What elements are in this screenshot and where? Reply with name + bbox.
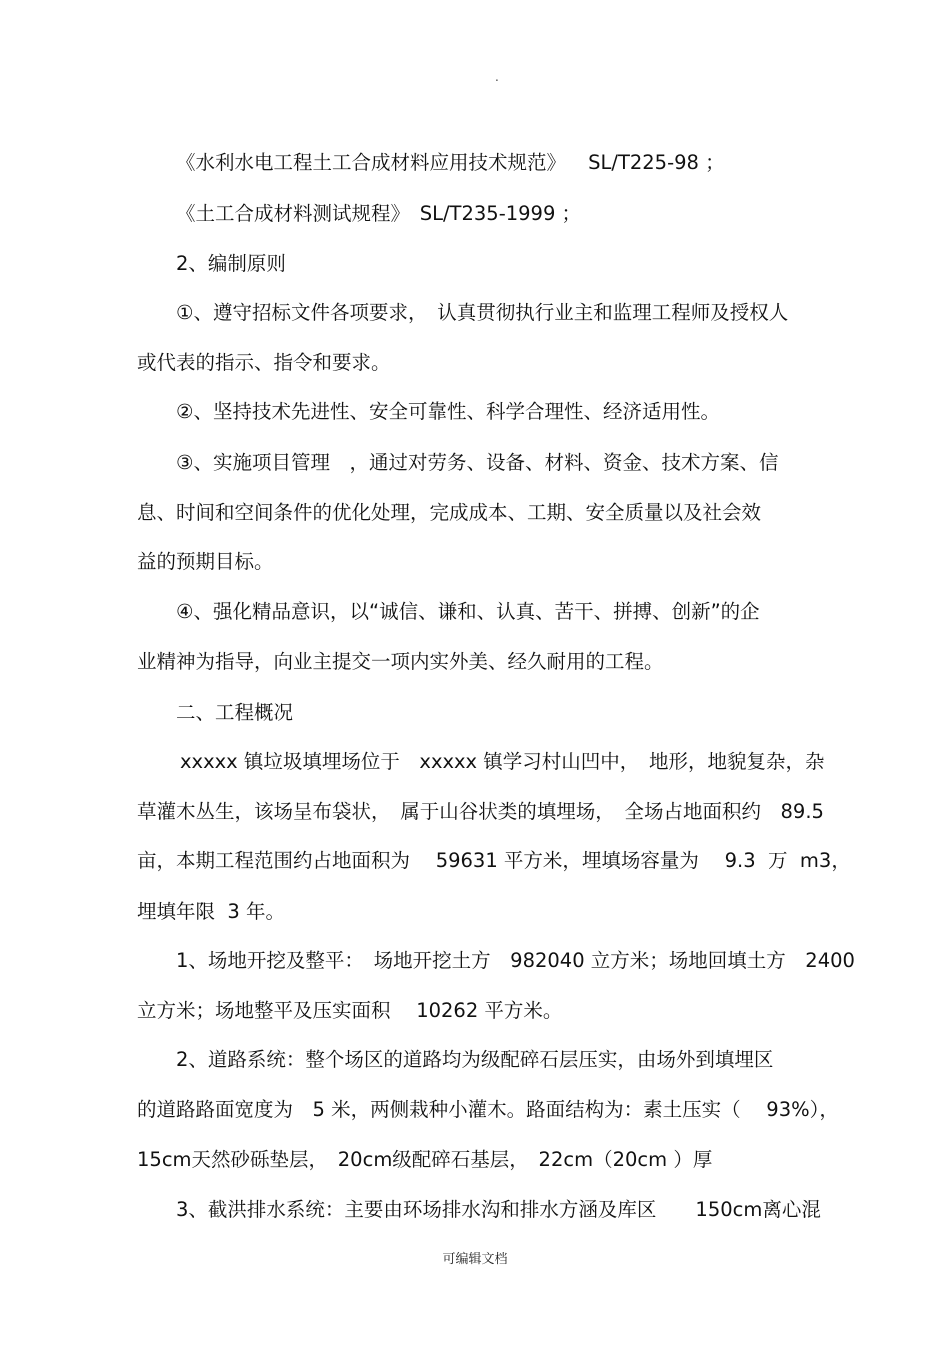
paragraph-line: 埋填年限 3 年。 (137, 900, 286, 923)
paragraph-line: 的道路路面宽度为 5 米，两侧栽种小灌木。路面结构为：素土压实（ 93%）， (137, 1098, 839, 1121)
paragraph-line: ③、实施项目管理 ，通过对劳务、设备、材料、资金、技术方案、信 (176, 451, 779, 474)
paragraph-line: ④、强化精品意识，以“诚信、谦和、认真、苦干、拼搏、创新”的企 (176, 600, 760, 623)
paragraph-line: 立方米；场地整平及压实面积 10262 平方米。 (137, 999, 563, 1022)
ref-line-2: 《土工合成材料测试规程》 SL/T235-1999 ； (176, 202, 582, 225)
ref-line-1: 《水利水电工程土工合成材料应用技术规范》 SL/T225-98 ； (176, 151, 725, 174)
section-heading-principles: 2、编制原则 (176, 252, 286, 275)
paragraph-line: 亩，本期工程范围约占地面积为 59631 平方米，埋填场容量为 9.3 万 m3， (137, 849, 851, 872)
paragraph-line: ②、坚持技术先进性、安全可靠性、科学合理性、经济适用性。 (176, 400, 720, 423)
paragraph-line: ①、遵守招标文件各项要求， 认真贯彻执行业主和监理工程师及授权人 (176, 301, 789, 324)
header-dot: . (495, 70, 499, 84)
paragraph-line: 业精神为指导，向业主提交一项内实外美、经久耐用的工程。 (137, 650, 664, 673)
paragraph-line: 1、场地开挖及整平： 场地开挖土方 982040 立方米；场地回填土方 2400 (176, 949, 855, 972)
paragraph-line: xxxxx 镇垃圾填埋场位于 xxxxx 镇学习村山凹中， 地形，地貌复杂，杂 (180, 750, 825, 773)
section-heading-overview: 二、工程概况 (176, 701, 294, 724)
paragraph-line: 草灌木丛生，该场呈布袋状， 属于山谷状类的填埋场， 全场占地面积约 89.5 (137, 800, 824, 823)
paragraph-line: 2、道路系统：整个场区的道路均为级配碎石层压实，由场外到填埋区 (176, 1048, 774, 1071)
paragraph-line: 息、时间和空间条件的优化处理，完成成本、工期、安全质量以及社会效 (137, 501, 762, 524)
page-footer: 可编辑文档 (442, 1252, 508, 1267)
paragraph-line: 或代表的指示、指令和要求。 (137, 351, 391, 374)
paragraph-line: 15cm天然砂砾垫层， 20cm级配碎石基层， 22cm（20cm ）厚 (137, 1148, 713, 1171)
paragraph-line: 3、截洪排水系统：主要由环场排水沟和排水方涵及库区 150cm离心混 (176, 1198, 821, 1221)
paragraph-line: 益的预期目标。 (137, 550, 274, 573)
